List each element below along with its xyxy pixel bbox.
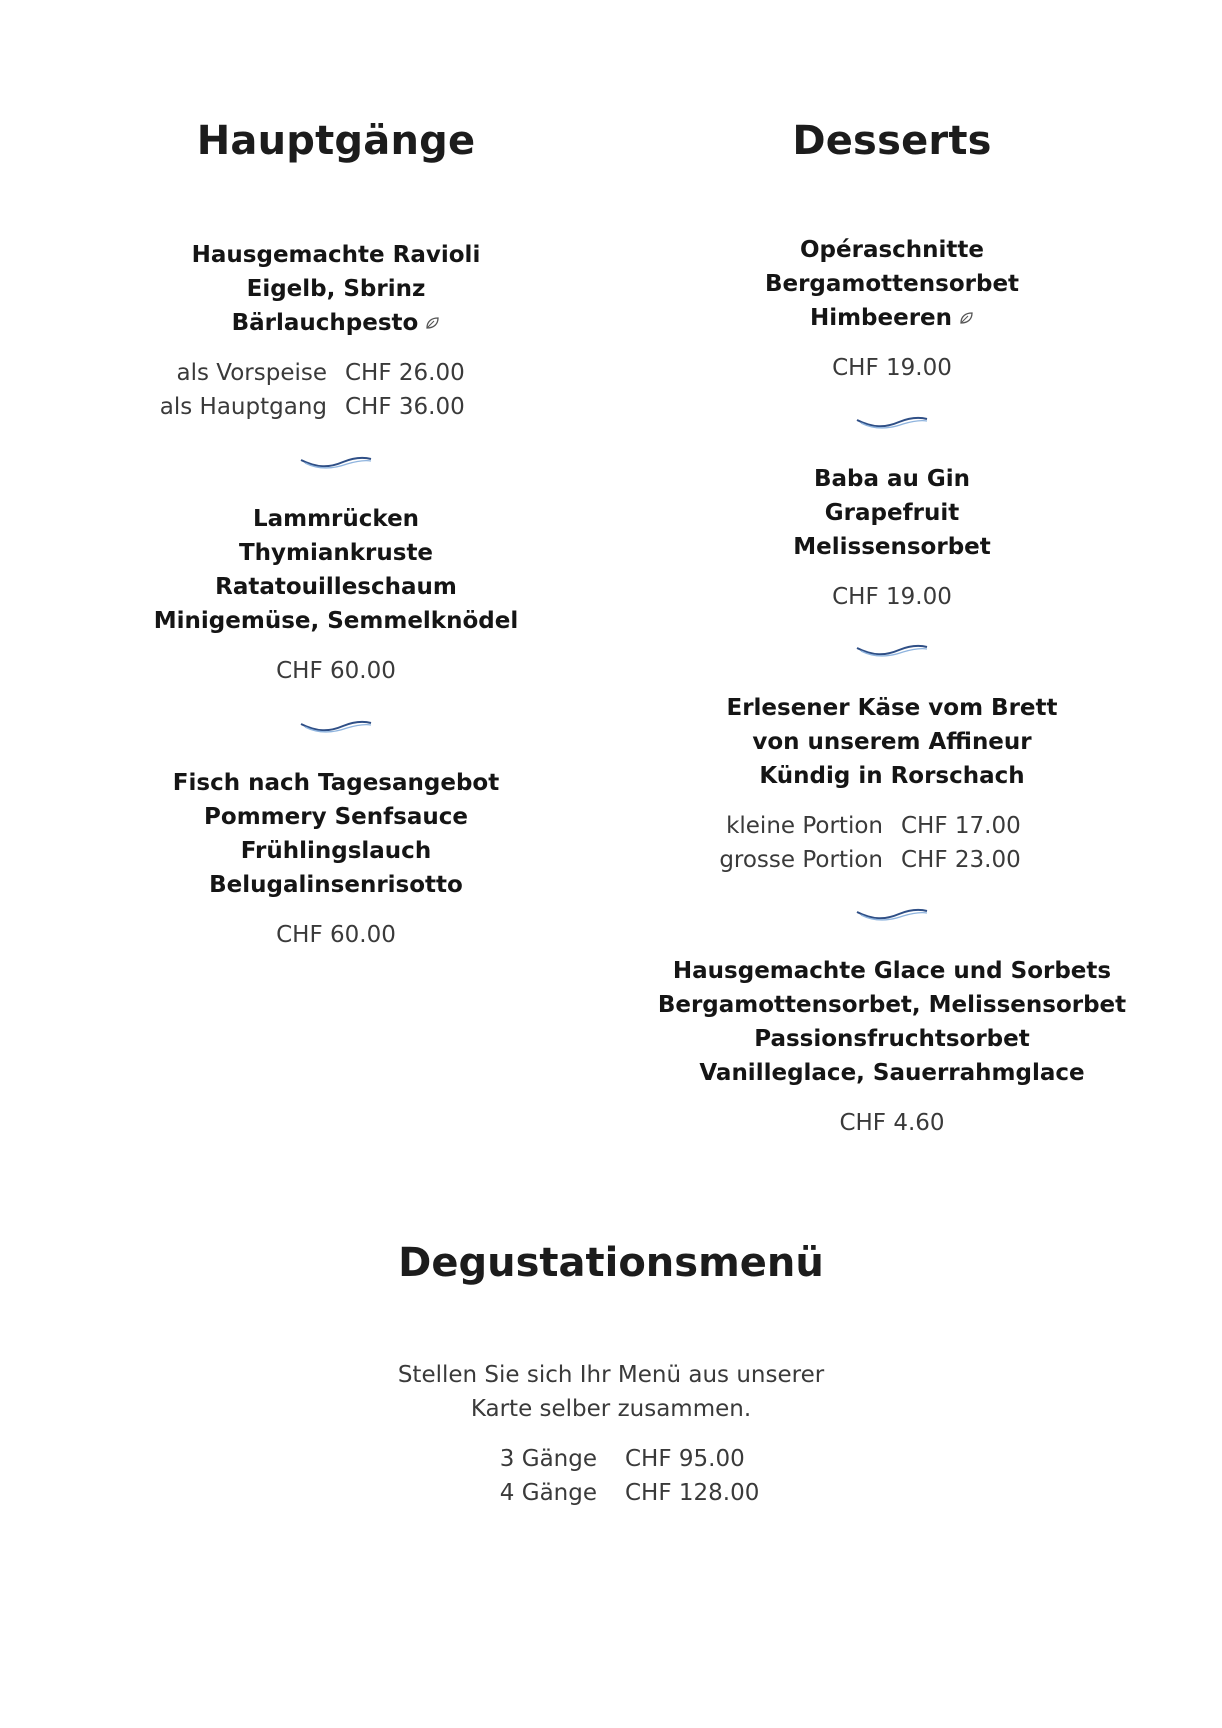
price: CHF 19.00 (832, 584, 952, 610)
price-row (0, 1442, 1222, 1476)
price: CHF 60.00 (276, 658, 396, 684)
dish-line: Belugalinsenrisotto (209, 872, 463, 898)
price-amount: CHF 17.00 (901, 813, 1021, 839)
price-amount: CHF 23.00 (901, 847, 1021, 873)
price-amount: CHF 95.00 (625, 1446, 745, 1472)
dish-line: Kündig in Rorschach (759, 763, 1025, 789)
dish-line: Frühlingslauch (240, 838, 432, 864)
dish-line: Opéraschnitte (799, 237, 985, 263)
degustation-prices (0, 1442, 1222, 1510)
dish-line: Lammrücken (252, 506, 420, 532)
price-row (0, 1476, 1222, 1510)
dish-line: Bergamottensorbet (764, 271, 1020, 297)
dish-line: Minigemüse, Semmelknödel (153, 608, 519, 634)
dish-line: Pommery Senfsauce (204, 804, 468, 830)
dish-line: Fisch nach Tagesangebot (172, 770, 500, 796)
dish-line: Hausgemachte Ravioli (191, 242, 481, 268)
dish-line: von unserem Affineur (752, 729, 1032, 755)
price: CHF 4.60 (839, 1110, 945, 1136)
dish-line: Ratatouilleschaum (215, 574, 457, 600)
dish-line: Grapefruit (824, 500, 960, 526)
price-label: 3 Gänge (499, 1446, 597, 1472)
degustation-description (0, 1358, 1222, 1426)
price-label: als Hauptgang (159, 394, 327, 420)
price-amount: CHF 36.00 (345, 394, 465, 420)
dish-line: Passionsfruchtsorbet (754, 1026, 1030, 1052)
desserts-title: Desserts (792, 118, 992, 164)
dish-line: Bärlauchpesto (56, 306, 616, 340)
hauptgaenge-title: Hauptgänge (196, 118, 476, 164)
price-amount: CHF 26.00 (345, 360, 465, 386)
dish-line: Bergamottensorbet, Melissensorbet (657, 992, 1127, 1018)
dish-line: Thymiankruste (238, 540, 434, 566)
dish-line: Himbeeren (612, 301, 1172, 335)
price-label: kleine Portion (726, 813, 883, 839)
price-amount: CHF 128.00 (625, 1480, 760, 1506)
price-label: als Vorspeise (176, 360, 327, 386)
dish-line: Hausgemachte Glace und Sorbets (672, 958, 1112, 984)
price-label: 4 Gänge (499, 1480, 597, 1506)
dish-line: Melissensorbet (793, 534, 991, 560)
degustation-title: Degustationsmenü (398, 1240, 824, 1286)
description-line: Karte selber zusammen. (470, 1396, 752, 1422)
price: CHF 60.00 (276, 922, 396, 948)
description-line: Stellen Sie sich Ihr Menü aus unserer (397, 1362, 825, 1388)
dish-line: Vanilleglace, Sauerrahmglace (699, 1060, 1085, 1086)
dish-line: Erlesener Käse vom Brett (726, 695, 1058, 721)
price: CHF 19.00 (832, 355, 952, 381)
dish-line: Baba au Gin (813, 466, 971, 492)
dish-line: Eigelb, Sbrinz (246, 276, 426, 302)
price-label: grosse Portion (719, 847, 883, 873)
